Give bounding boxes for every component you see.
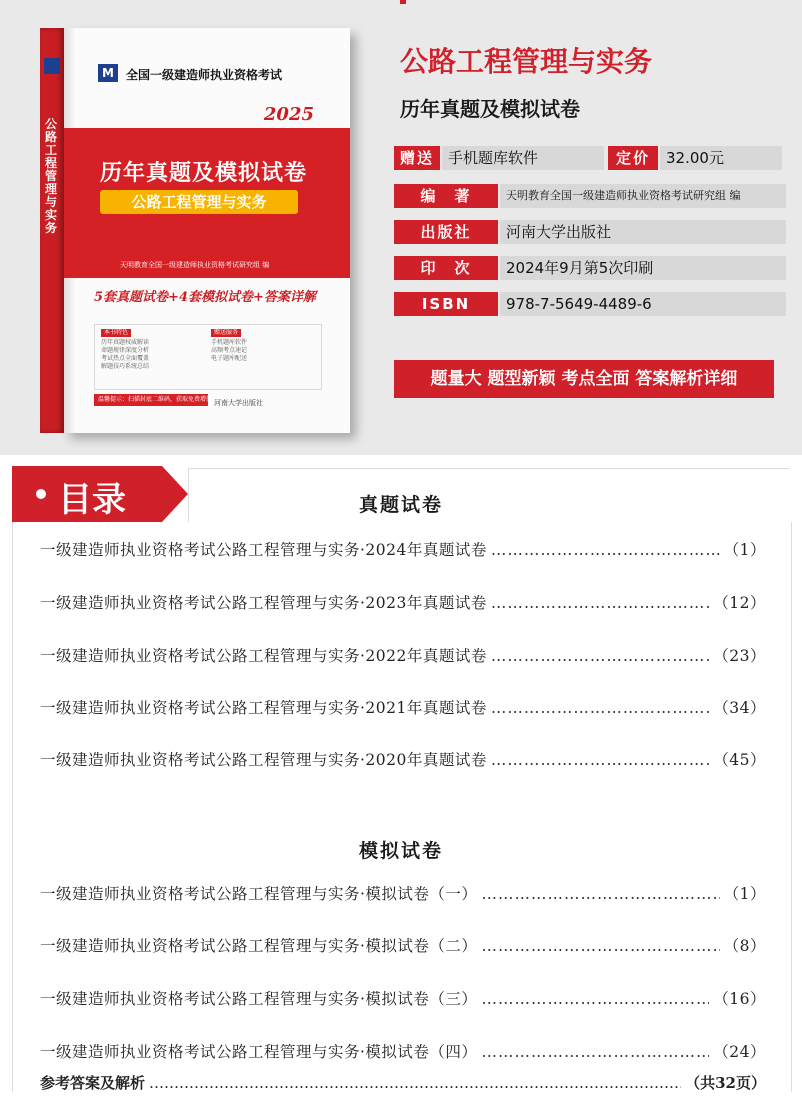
leader-dots: [491, 541, 720, 559]
cover-title: 历年真题及模拟试卷: [100, 160, 308, 186]
publisher-label: 出版社: [394, 220, 498, 244]
publisher-row: [394, 220, 788, 244]
toc-entry-title: 一级建造师执业资格考试公路工程管理与实务·2020年真题试卷: [40, 751, 487, 769]
product-subtitle: 历年真题及模拟试卷: [400, 97, 580, 121]
publisher-logo-icon: [44, 58, 60, 74]
author-row: [394, 184, 788, 208]
mock-exams-heading: 模拟试卷: [358, 840, 443, 862]
toc-entry-title: 一级建造师执业资格考试公路工程管理与实务·模拟试卷（三）: [40, 990, 478, 1008]
price-value: 32.00元: [660, 146, 782, 170]
real-exams-heading: 真题试卷: [358, 494, 443, 516]
publisher-value: 河南大学出版社: [500, 220, 786, 244]
book-spine: [40, 28, 64, 433]
cover-year: 2025: [263, 104, 314, 125]
cover-subject: 公路工程管理与实务: [100, 190, 298, 214]
answers-pages: （共32页）: [685, 1074, 766, 1092]
isbn-value: 978-7-5649-4489-6: [500, 292, 786, 316]
print-value: 2024年9月第5次印刷: [500, 256, 786, 280]
book-cover-image: [40, 28, 350, 433]
gift-value: 手机题库软件: [442, 146, 604, 170]
leader-dots: [491, 699, 709, 717]
price-label: 定价: [608, 146, 658, 170]
product-panel: [0, 0, 802, 455]
toc-entry[interactable]: [40, 591, 766, 613]
toc-heading: 目录: [58, 480, 126, 520]
toc-entry[interactable]: [40, 987, 766, 1009]
cover-tagline: 5套真题试卷+4套模拟试卷+答案详解: [94, 290, 316, 305]
leader-dots: [491, 594, 709, 612]
answers-entry[interactable]: [40, 1072, 766, 1092]
print-row: [394, 256, 788, 280]
toc-entry-page: （34）: [713, 699, 766, 717]
toc-border-top: [188, 468, 790, 469]
toc-entry-title: 一级建造师执业资格考试公路工程管理与实务·2024年真题试卷: [40, 541, 487, 559]
leader-dots: [149, 1074, 681, 1092]
toc-entry[interactable]: [40, 882, 766, 904]
product-slogan: 题量大 题型新颖 考点全面 答案解析详细: [394, 360, 774, 398]
author-value: 天明教育全国一级建造师执业资格考试研究组 编: [500, 184, 786, 208]
top-marker: [400, 0, 406, 4]
toc-entry[interactable]: [40, 1040, 766, 1062]
toc-entry[interactable]: [40, 644, 766, 666]
toc-entry-title: 一级建造师执业资格考试公路工程管理与实务·模拟试卷（二）: [40, 937, 478, 955]
features-left: 本书特色 历年真题权威解读 命题规律深度分析 考试热点全面覆盖 解题技巧系统总结: [101, 329, 150, 370]
spine-title: 公路工程管理与实务: [45, 117, 58, 235]
leader-dots: [491, 751, 709, 769]
features-right: 赠送服务 手机题库软件 高频考点速记 电子题库配送: [211, 329, 248, 362]
cover-series: 全国一级建造师执业资格考试: [126, 68, 283, 82]
answers-title: 参考答案及解析: [40, 1074, 146, 1092]
gift-price-row: [394, 146, 788, 170]
toc-entry-page: （23）: [713, 647, 766, 665]
toc-entry[interactable]: [40, 696, 766, 718]
toc-entry-title: 一级建造师执业资格考试公路工程管理与实务·模拟试卷（一）: [40, 885, 478, 903]
leader-dots: [481, 885, 719, 903]
author-label: 编 著: [394, 184, 498, 208]
leader-dots: [481, 1043, 709, 1061]
brand-logo-icon: M: [98, 64, 118, 82]
toc-entry-title: 一级建造师执业资格考试公路工程管理与实务·模拟试卷（四）: [40, 1043, 478, 1061]
cover-features: [94, 324, 322, 390]
gift-label: 赠送: [394, 146, 440, 170]
toc-entry[interactable]: [40, 934, 766, 956]
toc-entry-page: （1）: [723, 541, 766, 559]
toc-entry-title: 一级建造师执业资格考试公路工程管理与实务·2021年真题试卷: [40, 699, 487, 717]
print-label: 印 次: [394, 256, 498, 280]
isbn-label: ISBN: [394, 292, 498, 316]
leader-dots: [491, 647, 709, 665]
toc-entry-title: 一级建造师执业资格考试公路工程管理与实务·2022年真题试卷: [40, 647, 487, 665]
toc-entry-page: （8）: [723, 937, 766, 955]
toc-entry-page: （16）: [713, 990, 766, 1008]
toc-entry-page: （1）: [723, 885, 766, 903]
isbn-row: [394, 292, 788, 316]
cover-publisher: 河南大学出版社: [214, 399, 263, 407]
toc-entry-page: （12）: [713, 594, 766, 612]
toc-entry-title: 一级建造师执业资格考试公路工程管理与实务·2023年真题试卷: [40, 594, 487, 612]
toc-entry-page: （45）: [713, 751, 766, 769]
product-title: 公路工程管理与实务: [400, 45, 653, 78]
toc-entry-page: （24）: [713, 1043, 766, 1061]
cover-scan-notice: 温馨提示：扫描封底二维码，获取免费增值服务: [94, 394, 208, 406]
toc-entry[interactable]: [40, 748, 766, 770]
book-front-cover: [64, 28, 350, 433]
leader-dots: [481, 937, 719, 955]
toc-entry[interactable]: [40, 538, 766, 560]
cover-editor: 天明教育全国一级建造师执业资格考试研究组 编: [120, 261, 270, 269]
leader-dots: [481, 990, 709, 1008]
